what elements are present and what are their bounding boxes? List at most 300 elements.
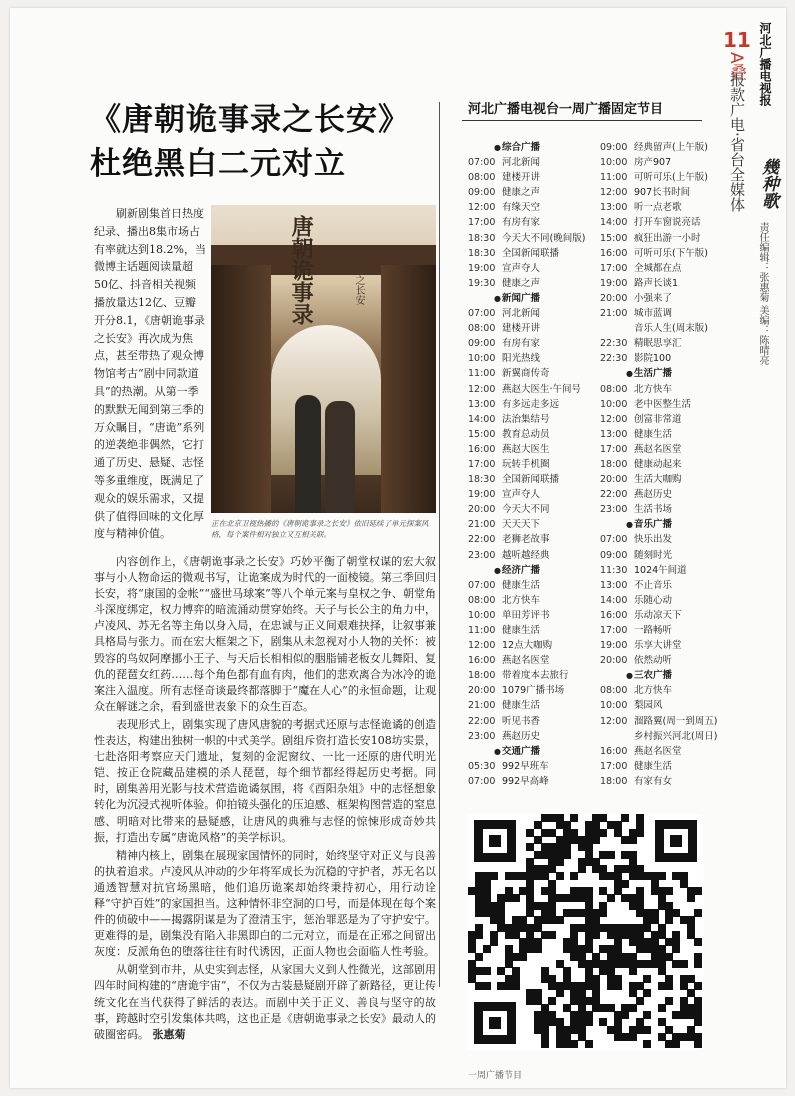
- masthead-strip: [715, 8, 786, 368]
- qr-module: [483, 945, 491, 953]
- schedule-row: [468, 155, 594, 170]
- schedule-program: 1079广播书场: [502, 685, 565, 697]
- schedule-row: [600, 351, 708, 366]
- schedule-row: [468, 200, 594, 215]
- schedule-row: [600, 548, 708, 563]
- schedule-program: 听一点老歌: [634, 202, 682, 214]
- schedule-time: 11:00: [468, 368, 496, 380]
- qr-module: [658, 1004, 666, 1012]
- schedule-row: [600, 185, 708, 200]
- schedule-program: 燕赵名医堂: [634, 443, 682, 455]
- schedule-row: [600, 714, 718, 729]
- schedule-row: [600, 593, 708, 608]
- schedule-row: [600, 698, 708, 713]
- schedule-row: [600, 487, 708, 502]
- schedule-program: 疯狂出游一小时: [634, 232, 701, 244]
- qr-module: [483, 982, 491, 990]
- poster-subtitle: 之长安: [353, 275, 364, 305]
- schedule-program: 不止音乐: [634, 579, 673, 591]
- schedule-row: [600, 397, 708, 412]
- brand-line: 报款广电·省台全媒体: [728, 72, 746, 212]
- schedule-time: 21:00: [468, 700, 496, 712]
- qr-module: [643, 1026, 651, 1034]
- schedule-time: 20:00: [600, 655, 628, 667]
- schedule-program: 带着度本去旅行: [502, 670, 569, 682]
- schedule-time: 22:00: [600, 489, 628, 501]
- schedule-time: 19:30: [468, 277, 496, 289]
- schedule-time: 09:00: [600, 142, 628, 153]
- poster-title: 唐朝诡事录: [288, 215, 315, 325]
- schedule-column-2: [600, 140, 718, 789]
- schedule-program: 经典留声(上午版): [634, 142, 708, 153]
- schedule-row: [600, 336, 708, 351]
- qr-module: [629, 1033, 637, 1041]
- lead-text: 刷新剧集首日热度纪录、播出8集市场占有率就达到18.2%，当微博主话题阅读量超50亿、抖音相关视频播放量达12亿、豆瓣开分8.1，《唐朝诡事录之长安》再次成为焦点，甚至带热了观众博物馆考古“剧中同款道具”的热潮。从第一季的默默无闻到第三季的万众瞩目，“唐诡”系列的逆袭绝非偶然，它打通了历史、悬疑、志怪等多重维度，既满足了观众的娱乐需求，又提供了值得回味的文化厚度与精神价值。: [94, 207, 206, 541]
- qr-module: [490, 872, 498, 880]
- schedule-program: 有房有家: [502, 338, 541, 350]
- schedule-program: 全国新闻联播: [502, 247, 560, 259]
- schedule-time: 16:00: [600, 247, 628, 259]
- schedule-program: 影院100: [634, 353, 672, 365]
- qr-module: [585, 1040, 593, 1048]
- schedule-row: [600, 653, 708, 668]
- schedule-time: 12:00: [600, 413, 628, 425]
- schedule-program: 听见书香: [502, 715, 541, 727]
- schedule-program: 生活书场: [634, 504, 673, 516]
- schedule-row: [468, 578, 594, 593]
- schedule-row: [600, 170, 708, 185]
- edition-label: A叠: [726, 52, 746, 81]
- schedule-row: [600, 457, 708, 472]
- schedule-program: 河北新闻: [502, 157, 541, 169]
- schedule-program: 生活大咖购: [634, 474, 682, 486]
- schedule-time: 11:00: [600, 172, 628, 184]
- schedule-time: 10:00: [468, 353, 496, 365]
- schedule-time: 15:00: [600, 232, 628, 244]
- schedule-time: 16:00: [468, 655, 496, 667]
- schedule-program: 一路畅听: [634, 625, 673, 636]
- qr-module: [490, 938, 498, 946]
- schedule-time: 13:00: [600, 579, 628, 591]
- schedule-row: [600, 155, 708, 170]
- schedule-row: [468, 215, 594, 230]
- schedule-program: 越听越经典: [502, 549, 550, 561]
- schedule-time: 08:00: [600, 383, 628, 395]
- qr-module: [556, 858, 564, 866]
- schedule-row: [468, 548, 594, 563]
- schedule-row: [600, 291, 708, 306]
- schedule-time: 07:00: [468, 157, 496, 169]
- schedule-row: [468, 412, 594, 427]
- qr-module: [585, 1018, 593, 1026]
- schedule-program: 全城都在点: [634, 262, 682, 274]
- schedule-time: 13:00: [600, 428, 628, 440]
- schedule-row: [468, 442, 594, 457]
- qr-module: [672, 1040, 680, 1048]
- page-number: 11: [723, 28, 751, 52]
- schedule-program: 房产907: [634, 157, 672, 169]
- schedule-program: 健康之声: [502, 187, 541, 199]
- qr-module: [694, 909, 702, 917]
- schedule-row: [600, 246, 708, 261]
- schedule-program: 可听可乐(上午版): [634, 172, 708, 184]
- schedule-time: 13:00: [468, 398, 496, 410]
- qr-module: [483, 967, 491, 975]
- schedule-program: 城市蓝调: [634, 308, 673, 320]
- schedule-program: 梨园风: [634, 700, 663, 712]
- schedule-time: 16:00: [600, 609, 628, 621]
- schedule-program: 路声长谈1: [634, 277, 679, 289]
- schedule-row: [600, 532, 708, 547]
- qr-module: [629, 836, 637, 844]
- qr-module: [607, 851, 615, 859]
- schedule-time: 20:00: [468, 504, 496, 516]
- schedule-program: 教育总动员: [502, 428, 550, 440]
- schedule-row: [600, 744, 708, 759]
- schedule-row: [468, 698, 594, 713]
- schedule-time: 08:00: [468, 172, 496, 184]
- qr-module: [629, 1004, 637, 1012]
- schedule-time: 10:00: [468, 609, 496, 621]
- qr-module: [556, 872, 564, 880]
- schedule-time: 10:00: [600, 398, 628, 410]
- schedule-program: 燕赵名医堂: [634, 745, 682, 757]
- schedule-program: 健康生活: [502, 625, 541, 636]
- schedule-time: 22:30: [600, 353, 628, 365]
- schedule-program: 依然动听: [634, 655, 673, 667]
- qr-module: [512, 894, 520, 902]
- schedule-row: [468, 593, 594, 608]
- schedule-row: [600, 276, 708, 291]
- qr-module: [592, 836, 600, 844]
- schedule-row: [600, 306, 708, 321]
- schedule-program: 992早班车: [502, 760, 549, 772]
- schedule-row: [468, 638, 594, 653]
- qr-module: [519, 953, 527, 961]
- qr-module: [629, 967, 637, 975]
- qr-module: [534, 945, 542, 953]
- schedule-program: 溜路翼(周一到周五): [634, 715, 718, 727]
- schedule-row: [600, 578, 708, 593]
- schedule-program: 建楼开讲: [502, 323, 541, 335]
- qr-module: [541, 1040, 549, 1048]
- qr-module: [614, 982, 622, 990]
- schedule-row: [600, 608, 708, 623]
- schedule-section-header: ● 交通广播: [468, 744, 594, 759]
- qr-module: [599, 829, 607, 837]
- schedule-program: 乐动凉天下: [634, 609, 682, 621]
- body-paragraph: 内容创作上，《唐朝诡事录之长安》巧妙平衡了朝堂权谋的宏大叙事与小人物命运的微观书写，让诡案成为时代的一面棱镜。第三季回归长安，将“康国的金帐”“盛世马球案”等八个单元案与皇权之争、朝堂角斗深度绑定，权力博弈的暗流涌动贯穿始终。天子与长公主的角力中，卢凌风、苏无名等主角以身入局，在忠诚与正义间艰难抉择，让叙事兼具格局与张力。而在宏大框架之下，剧集从未忽视对小人物的关怀：被毁容的鸟奴阿摩挪小王子、与天后长相相似的胭脂铺老板女儿舞阳、复仇的琵琶女红药……每个角色都有血有肉，他们的悲欢离合为冰冷的诡案注入温度。所有志怪奇谈最终都落脚于“魔在人心”的永恒命题，让观众在解谜之余，看到盛世表象下的众生百态。: [94, 555, 436, 713]
- schedule-time: 19:00: [468, 262, 496, 274]
- schedule-time: 12:00: [468, 202, 496, 214]
- schedule-section-header: ● 音乐广播: [600, 517, 708, 532]
- schedule-time: 09:00: [600, 549, 628, 561]
- schedule-time: 12:00: [468, 640, 496, 652]
- schedule-program: 健康动起来: [634, 458, 682, 470]
- qr-module: [694, 1018, 702, 1026]
- qr-module: [694, 1040, 702, 1048]
- schedule-row: [468, 653, 594, 668]
- schedule-program: 健康生活: [634, 428, 673, 440]
- schedule-time: 20:00: [600, 292, 628, 304]
- schedule-time: 16:00: [600, 745, 628, 757]
- schedule-time: 23:00: [468, 549, 496, 561]
- poster-pillar-left: [211, 265, 271, 513]
- schedule-time: 18:30: [468, 247, 496, 259]
- schedule-program: 老狮老故事: [502, 534, 550, 546]
- schedule-row: [600, 729, 718, 744]
- schedule-time: 17:00: [468, 458, 496, 470]
- schedule-time: 14:00: [468, 413, 496, 425]
- schedule-row: [468, 532, 594, 547]
- schedule-row: [468, 276, 594, 291]
- schedule-program: 12点大咖购: [502, 640, 553, 652]
- schedule-row: [600, 759, 708, 774]
- schedule-time: 10:00: [600, 157, 628, 169]
- schedule-time: 15:00: [468, 428, 496, 440]
- qr-module: [475, 931, 483, 939]
- schedule-row: [600, 412, 708, 427]
- schedule-row: [468, 366, 594, 381]
- schedule-program: 老中医整生活: [634, 398, 692, 410]
- schedule-program: 法治集结号: [502, 413, 550, 425]
- schedule-row: [468, 608, 594, 623]
- qr-module: [672, 945, 680, 953]
- schedule-row: [468, 472, 594, 487]
- qr-module: [556, 989, 564, 997]
- schedule-section-header: ● 经济广播: [468, 563, 594, 578]
- schedule-program: 全国新闻联播: [502, 474, 560, 486]
- schedule-row: [468, 427, 594, 442]
- schedule-program: 燕赵大医生·午间号: [502, 383, 582, 395]
- schedule-program: 建楼开讲: [502, 172, 541, 184]
- schedule-row: [600, 215, 708, 230]
- qr-module: [636, 997, 644, 1005]
- schedule-program: 快乐出发: [634, 534, 673, 546]
- schedule-time: 11:30: [600, 564, 628, 576]
- schedule-program: 音乐人生(周末版): [634, 323, 708, 335]
- schedule-title: 河北广播电视台一周广播固定节目: [468, 102, 664, 117]
- schedule-row: [600, 623, 708, 638]
- schedule-time: 20:00: [468, 685, 496, 697]
- schedule-program: 新翼商传奇: [502, 368, 550, 380]
- schedule-time: 14:00: [600, 594, 628, 606]
- qr-code[interactable]: [468, 814, 703, 1050]
- schedule-time: 17:00: [600, 262, 628, 274]
- schedule-time: 17:00: [600, 760, 628, 772]
- schedule-program: 北方快车: [502, 594, 541, 606]
- qr-module: [687, 894, 695, 902]
- schedule-row: [468, 683, 594, 698]
- schedule-row: [600, 382, 708, 397]
- qr-module: [475, 953, 483, 961]
- schedule-row: [468, 774, 594, 789]
- schedule-program: 随刻时光: [634, 549, 673, 561]
- schedule-row: [468, 729, 594, 744]
- footer-partial-text: 一周广播节目: [468, 1071, 523, 1081]
- schedule-time: 17:00: [468, 217, 496, 229]
- qr-finder-top-right: [655, 820, 697, 862]
- schedule-time: 09:00: [468, 187, 496, 199]
- schedule-row: [600, 472, 708, 487]
- weekly-logo: 幾种歌: [758, 158, 778, 209]
- schedule-program: 玩转手机圈: [502, 458, 550, 470]
- schedule-row: [600, 683, 708, 698]
- schedule-time: 07:00: [468, 308, 496, 320]
- schedule-time: 18:00: [468, 670, 496, 682]
- schedule-program: 燕赵历史: [502, 730, 541, 742]
- qr-module: [694, 960, 702, 968]
- schedule-row: [468, 185, 594, 200]
- qr-finder-top-left: [474, 820, 516, 862]
- schedule-program: 今天大不同(晚间版): [502, 232, 586, 244]
- schedule-time: 10:00: [600, 700, 628, 712]
- schedule-row: [468, 397, 594, 412]
- schedule-program: 燕赵名医堂: [502, 655, 550, 667]
- schedule-program: 有家有女: [634, 775, 673, 787]
- schedule-row: [468, 170, 594, 185]
- schedule-row: [468, 759, 594, 774]
- schedule-program: 宣声夺人: [502, 489, 541, 501]
- schedule-program: 健康生活: [634, 760, 673, 772]
- schedule-row: [468, 623, 594, 638]
- schedule-program: 北方快车: [634, 383, 673, 395]
- schedule-row: [600, 200, 708, 215]
- schedule-row: [600, 638, 708, 653]
- schedule-time: 16:00: [468, 443, 496, 455]
- qr-module: [694, 938, 702, 946]
- qr-module: [548, 997, 556, 1005]
- qr-module: [621, 1011, 629, 1019]
- schedule-row: [600, 321, 708, 336]
- schedule-time: 20:00: [600, 474, 628, 486]
- schedule-time: 23:00: [468, 730, 496, 742]
- schedule-row: [468, 351, 594, 366]
- schedule-time: 18:30: [468, 474, 496, 486]
- schedule-program: 乐随心动: [634, 594, 673, 606]
- schedule-row: [600, 502, 708, 517]
- poster-pillar-right: [381, 265, 436, 513]
- lead-paragraph: [94, 205, 206, 543]
- poster-figure-2: [325, 401, 355, 513]
- qr-module: [665, 982, 673, 990]
- qr-module: [621, 880, 629, 888]
- schedule-program: 健康生活: [502, 579, 541, 591]
- qr-module: [643, 1040, 651, 1048]
- schedule-program: 精眠思享汇: [634, 338, 682, 350]
- qr-module: [592, 931, 600, 939]
- schedule-time: 21:00: [600, 308, 628, 320]
- drama-poster-image: [211, 205, 436, 513]
- schedule-row: [468, 336, 594, 351]
- body-paragraph-text: 从朝堂到市井，从史实到志怪，从家国大义到人性微光，这部剧用四年时间构建的“唐诡宇宙”，不仅为古装悬疑剧开辟了新路径，更让传统文化在当代获得了鲜活的表达。而剧中关于正义、善良与坚守的故事，跨越时空引发集体共鸣，这也正是《唐朝诡事录之长安》最动人的破圈密码。: [94, 963, 436, 1041]
- schedule-program: 907长书时间: [634, 187, 691, 199]
- schedule-program: 乡村振兴河北(周日): [634, 730, 718, 742]
- qr-module: [658, 872, 666, 880]
- schedule-row: [468, 502, 594, 517]
- schedule-time: 17:00: [600, 625, 628, 636]
- editors-credit: 责任编辑：张惠菊 美编：陈晴亮: [757, 222, 768, 366]
- schedule-program: 阳光热线: [502, 353, 541, 365]
- schedule-row: [468, 714, 594, 729]
- qr-module: [512, 982, 520, 990]
- schedule-time: 07:00: [468, 775, 496, 787]
- headline-line2: 杜绝黑白二元对立: [90, 146, 346, 182]
- newspaper-page: [10, 8, 786, 1088]
- schedule-program: 小强来了: [634, 292, 673, 304]
- qr-module: [556, 916, 564, 924]
- schedule-time: 22:00: [468, 715, 496, 727]
- body-paragraph: [94, 962, 436, 1042]
- schedule-row: [600, 563, 708, 578]
- schedule-time: 11:00: [468, 625, 496, 636]
- qr-module: [643, 989, 651, 997]
- schedule-program: 宣声夺人: [502, 262, 541, 274]
- qr-finder-bottom-left: [474, 1002, 516, 1044]
- schedule-row: [468, 487, 594, 502]
- qr-module: [599, 909, 607, 917]
- schedule-time: 22:30: [600, 338, 628, 350]
- schedule-time: 18:30: [468, 232, 496, 244]
- schedule-time: 13:00: [600, 202, 628, 214]
- schedule-time: 18:00: [600, 775, 628, 787]
- schedule-time: 17:00: [600, 443, 628, 455]
- schedule-time: 08:00: [468, 323, 496, 335]
- schedule-program: 有多远走多远: [502, 398, 560, 410]
- schedule-time: 08:00: [468, 594, 496, 606]
- qr-module: [621, 814, 629, 822]
- schedule-section-header: ● 三农广播: [600, 668, 708, 683]
- poster-figure-1: [295, 395, 321, 513]
- schedule-row: [468, 668, 594, 683]
- qr-module: [607, 894, 615, 902]
- schedule-row: [600, 774, 708, 789]
- schedule-row: [600, 261, 708, 276]
- schedule-program: 992早高峰: [502, 775, 549, 787]
- byline: 张惠菊: [152, 1027, 186, 1041]
- schedule-time: 12:00: [600, 187, 628, 199]
- schedule-section-header: ● 生活广播: [600, 366, 708, 381]
- schedule-row: [468, 382, 594, 397]
- schedule-time: 14:00: [600, 217, 628, 229]
- schedule-row: [468, 261, 594, 276]
- paper-name: 河北广播电视报: [758, 22, 772, 106]
- schedule-time: 22:00: [468, 534, 496, 546]
- schedule-program: 1024午间道: [634, 564, 687, 576]
- schedule-program: 有房有家: [502, 217, 541, 229]
- schedule-time: 21:00: [468, 519, 496, 531]
- schedule-program: 有缘天空: [502, 202, 541, 214]
- schedule-column-1: [468, 140, 594, 789]
- schedule-row: [468, 231, 594, 246]
- schedule-row: [600, 427, 708, 442]
- schedule-program: 北方快车: [634, 685, 673, 697]
- schedule-program: 河北新闻: [502, 308, 541, 320]
- schedule-program: 创富非常道: [634, 413, 682, 425]
- schedule-time: 18:00: [600, 458, 628, 470]
- schedule-time: 19:00: [600, 277, 628, 289]
- qr-module: [694, 887, 702, 895]
- schedule-section-header: ● 新闻广播: [468, 291, 594, 306]
- qr-module: [643, 1011, 651, 1019]
- qr-module: [570, 1040, 578, 1048]
- schedule-program: 燕赵大医生: [502, 443, 550, 455]
- article-body: [94, 554, 436, 1045]
- schedule-program: 今天大不同: [502, 504, 550, 516]
- schedule-program: 可听可乐(下午版): [634, 247, 708, 259]
- qr-module: [665, 916, 673, 924]
- schedule-row: [600, 140, 708, 155]
